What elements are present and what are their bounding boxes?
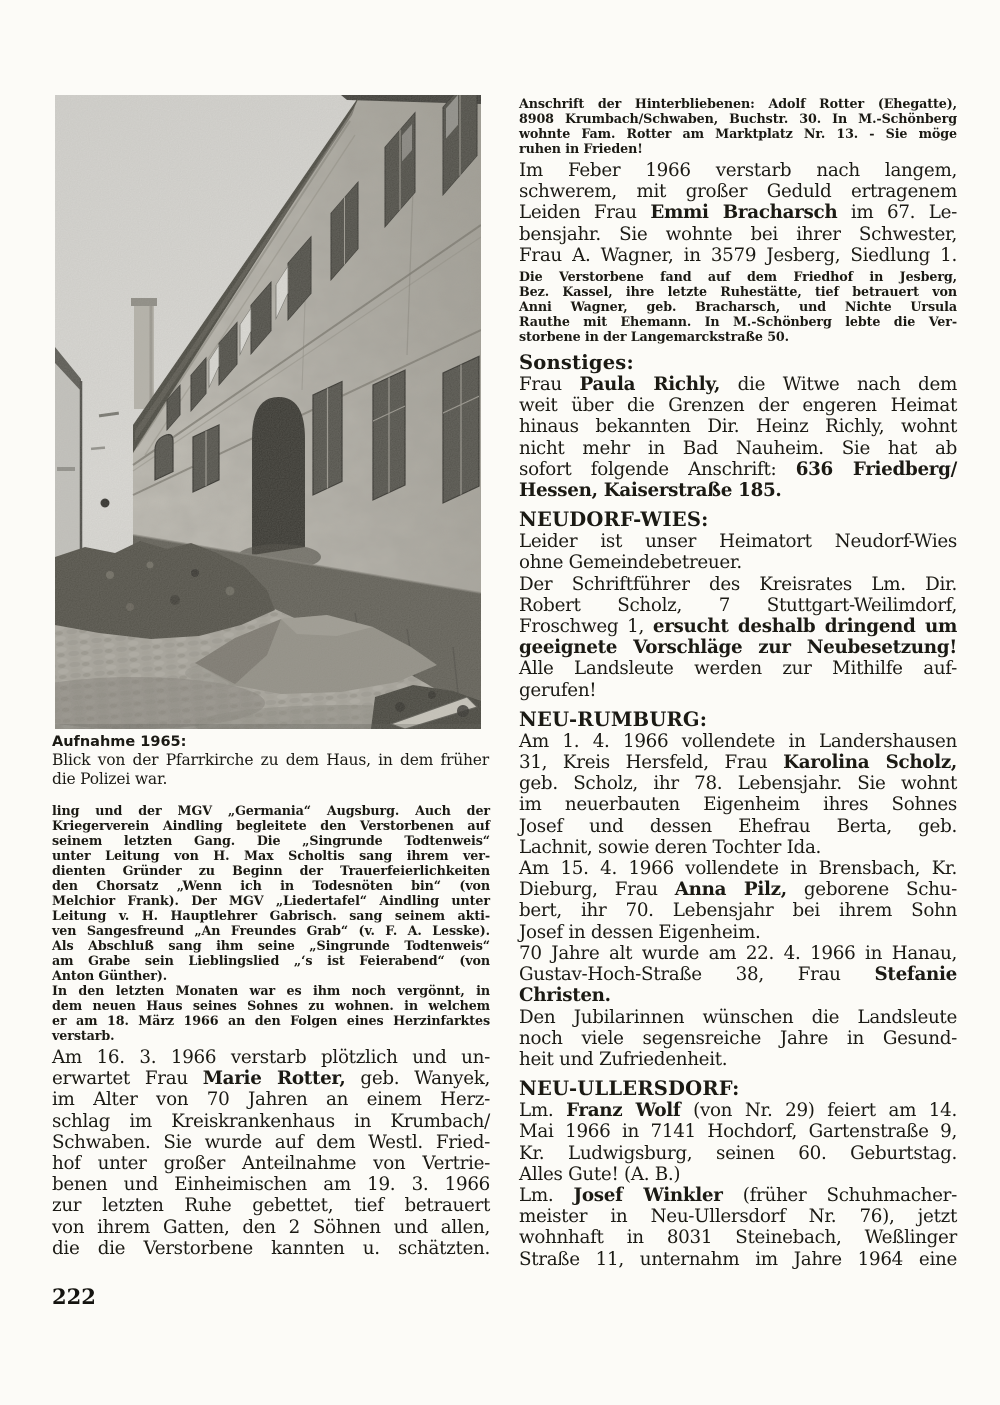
text-line: Aufnahme 1965: — [52, 734, 187, 750]
text-line: Kriegerverein Aindling begleitete den Verstorbenen auf — [52, 818, 490, 833]
text-line: schlag im Kreiskrankenhaus in Krumbach/ — [52, 1110, 490, 1132]
text-line: Als Abschluß sang ihm seine „Singrunde Todtenweis“ — [52, 938, 490, 953]
text-block — [52, 751, 489, 789]
text-line: ven Sangesfreund „An Freundes Grab“ (v. F. A. Lesske). — [52, 923, 490, 938]
text-line: im neuerbauten Eigenheim ihres Sohnes — [519, 794, 957, 816]
text-line: die Polizei war. — [52, 770, 168, 788]
photo-caption — [52, 733, 489, 789]
text-line: schwerem, mit großer Geduld ertragenem — [519, 181, 957, 203]
text-line: bensjahr. Sie wohnte bei ihrer Schwester, — [519, 223, 957, 245]
text-line: im Alter von 70 Jahren an einem Herz- — [52, 1089, 490, 1111]
text-line: Christen. — [519, 985, 611, 1007]
text-line: Blick von der Pfarrkirche zu dem Haus, in dem früher — [52, 751, 489, 769]
text-line: Lm. Franz Wolf (von Nr. 29) feiert am 14. — [519, 1100, 957, 1122]
text-block — [519, 709, 957, 731]
text-line: Alles Gute! (A. B.) — [519, 1163, 681, 1185]
text-block — [519, 1100, 957, 1185]
text-line: bert, ihr 70. Lebensjahr bei ihrem Sohn — [519, 900, 957, 922]
text-line: Leider ist unser Heimatort Neudorf-Wies — [519, 531, 957, 553]
text-line: Im Feber 1966 verstarb nach langem, — [519, 160, 957, 181]
text-line: Dieburg, Frau Anna Pilz, geborene Schu- — [519, 879, 957, 901]
text-line: 70 Jahre alt wurde am 22. 4. 1966 in Hanau, — [519, 942, 957, 964]
text-line: den Chorsatz „Wenn ich in Todesnöten bin“ (von — [52, 878, 490, 893]
text-block — [519, 731, 957, 858]
text-line: seinem letzten Gang. Die „Singrunde Todtenweis“ — [52, 833, 490, 848]
text-block — [52, 1047, 490, 1259]
text-line: Froschweg 1, ersucht deshalb dringend um — [519, 616, 957, 638]
text-line: In den letzten Monaten war es ihm noch vergönnt, in — [52, 983, 490, 998]
text-line: Straße 11, unternahm im Jahre 1964 eine — [519, 1248, 957, 1270]
text-block — [519, 574, 957, 701]
text-line: Frau Paula Richly, die Witwe nach dem — [519, 374, 957, 396]
text-line: Gustav-Hoch-Straße 38, Frau Stefanie — [519, 964, 957, 986]
text-block — [519, 352, 957, 374]
text-line: ling und der MGV „Germania“ Augsburg. Auch der — [52, 803, 490, 818]
text-line: Leitung v. H. Hauptlehrer Gabrisch. sang seinem akti- — [52, 908, 490, 923]
film-grain-overlay — [55, 95, 481, 729]
text-line: 8908 Krumbach/Schwaben, Buchstr. 30. In M.-Schönberg — [519, 111, 957, 126]
text-line: geeignete Vorschläge zur Neubesetzung! — [519, 637, 957, 659]
text-line: Kr. Ludwigsburg, seinen 60. Geburtstag. — [519, 1142, 957, 1164]
text-line: geb. Scholz, ihr 78. Lebensjahr. Sie wohnt — [519, 773, 957, 795]
text-line: Der Schriftführer des Kreisrates Lm. Dir. — [519, 573, 957, 595]
text-block — [519, 1185, 957, 1270]
text-line: Schwaben. Sie wurde auf dem Westl. Fried- — [52, 1131, 490, 1153]
text-line: gerufen! — [519, 679, 597, 701]
text-line: von ihrem Gatten, den 2 Söhnen und allen, — [52, 1216, 490, 1238]
text-line: Melchior Frank). Der MGV „Liedertafel“ Aindling unter — [52, 893, 490, 908]
text-line: Sonstiges: — [519, 351, 634, 375]
text-line: meister in Neu-Ullersdorf Nr. 76), jetzt — [519, 1206, 957, 1228]
text-line: dem neuen Haus seines Sohnes zu wohnen. in welchem — [52, 998, 490, 1013]
text-line: erwartet Frau Marie Rotter, geb. Wanyek, — [52, 1068, 491, 1090]
text-line: dienten Gründer zu Beginn der Trauerfeierlichkeiten — [52, 863, 490, 878]
text-line: Anton Günther). — [52, 968, 168, 983]
text-line: noch viele segensreiche Jahre in Gesund- — [519, 1027, 957, 1049]
text-line: storbene in der Langemarckstraße 50. — [519, 329, 789, 345]
text-line: am Grabe sein Lieblingslied „‘s ist Feierabend“ (von — [52, 953, 490, 968]
text-line: unter Leitung von H. Max Scholtis sang ihrem ver- — [52, 848, 490, 863]
left-column-text — [52, 803, 490, 1259]
text-line: Anschrift der Hinterbliebenen: Adolf Rotter (Ehegatte), — [519, 96, 957, 111]
text-block — [519, 160, 957, 266]
text-line: die die Verstorbene kannten u. schätzten. — [52, 1237, 490, 1259]
text-line: NEUDORF-WIES: — [519, 508, 709, 532]
text-line: sofort folgende Anschrift: 636 Friedberg/ — [519, 458, 957, 480]
right-column-text — [519, 96, 957, 1270]
text-line: 31, Kreis Hersfeld, Frau Karolina Scholz, — [519, 752, 957, 774]
text-line: Bez. Kassel, ihre letzte Ruhestätte, tief betrauert von — [519, 284, 957, 300]
street-photo-illustration — [55, 95, 481, 729]
text-line: weit über die Grenzen der engeren Heimat — [519, 395, 957, 417]
text-line: Am 1. 4. 1966 vollendete in Landershausen — [519, 730, 957, 752]
text-line: heit und Zufriedenheit. — [519, 1048, 728, 1070]
text-line: er am 18. März 1966 an den Folgen eines Herzinfarktes — [52, 1013, 490, 1028]
text-line: Leiden Frau Emmi Bracharsch im 67. Le- — [519, 202, 957, 224]
text-line: benen und Einheimischen am 19. 3. 1966 — [52, 1174, 490, 1196]
text-block — [519, 1007, 957, 1071]
text-line: ruhen in Frieden! — [519, 141, 643, 156]
text-block — [519, 1078, 957, 1100]
text-line: ohne Gemeindebetreuer. — [519, 552, 742, 574]
text-line: Die Verstorbene fand auf dem Friedhof in Jesberg, — [519, 269, 957, 285]
text-line: nicht mehr in Bad Nauheim. Sie hat ab — [519, 437, 957, 459]
text-line: Am 16. 3. 1966 verstarb plötzlich und un- — [52, 1047, 490, 1068]
text-line: zur letzten Ruhe gebettet, tief betrauert — [52, 1195, 490, 1217]
text-line: Hessen, Kaiserstraße 185. — [519, 480, 782, 502]
text-line: Rauthe mit Ehemann. In M.-Schönberg lebte die Ver- — [519, 314, 957, 330]
text-line: Lm. Josef Winkler (früher Schuhmacher- — [519, 1184, 957, 1206]
text-line: Lachnit, sowie deren Tochter Ida. — [519, 836, 822, 858]
text-line: Robert Scholz, 7 Stuttgart-Weilimdorf, — [519, 594, 957, 616]
text-block — [519, 96, 957, 156]
text-block — [52, 803, 490, 983]
text-line: Alle Landsleute werden zur Mithilfe auf- — [519, 658, 957, 680]
text-line: wohnte Fam. Rotter am Marktplatz Nr. 13. - Sie möge — [519, 126, 957, 141]
text-line: Josef und dessen Ehefrau Berta, geb. — [519, 815, 957, 837]
text-block — [519, 509, 957, 531]
text-block — [52, 733, 489, 751]
text-line: Josef in dessen Eigenheim. — [519, 921, 761, 943]
text-line: NEU-RUMBURG: — [519, 707, 708, 731]
page-number: 222 — [52, 1284, 96, 1309]
text-line: hinaus bekannten Dir. Heinz Richly, wohnt — [519, 416, 957, 438]
text-block — [519, 531, 957, 573]
text-line: Den Jubilarinnen wünschen die Landsleute — [519, 1006, 957, 1028]
text-line: verstarb. — [52, 1028, 115, 1043]
text-block — [519, 269, 957, 344]
text-line: NEU-ULLERSDORF: — [519, 1077, 740, 1101]
text-block — [519, 858, 957, 943]
text-line: Frau A. Wagner, in 3579 Jesberg, Siedlung 1. — [519, 244, 957, 266]
text-line: Am 15. 4. 1966 vollendete in Brensbach, Kr. — [519, 858, 957, 880]
photo — [55, 95, 481, 729]
text-line: Mai 1966 in 7141 Hochdorf, Gartenstraße 9, — [519, 1121, 957, 1143]
text-line: hof unter großer Anteilnahme von Vertrie- — [52, 1153, 490, 1175]
text-line: wohnhaft in 8031 Steinebach, Weßlinger — [519, 1227, 957, 1249]
text-block — [52, 983, 490, 1043]
text-block — [519, 374, 957, 501]
text-line: Anni Wagner, geb. Bracharsch, und Nichte Ursula — [519, 299, 957, 315]
text-block — [519, 943, 957, 1007]
